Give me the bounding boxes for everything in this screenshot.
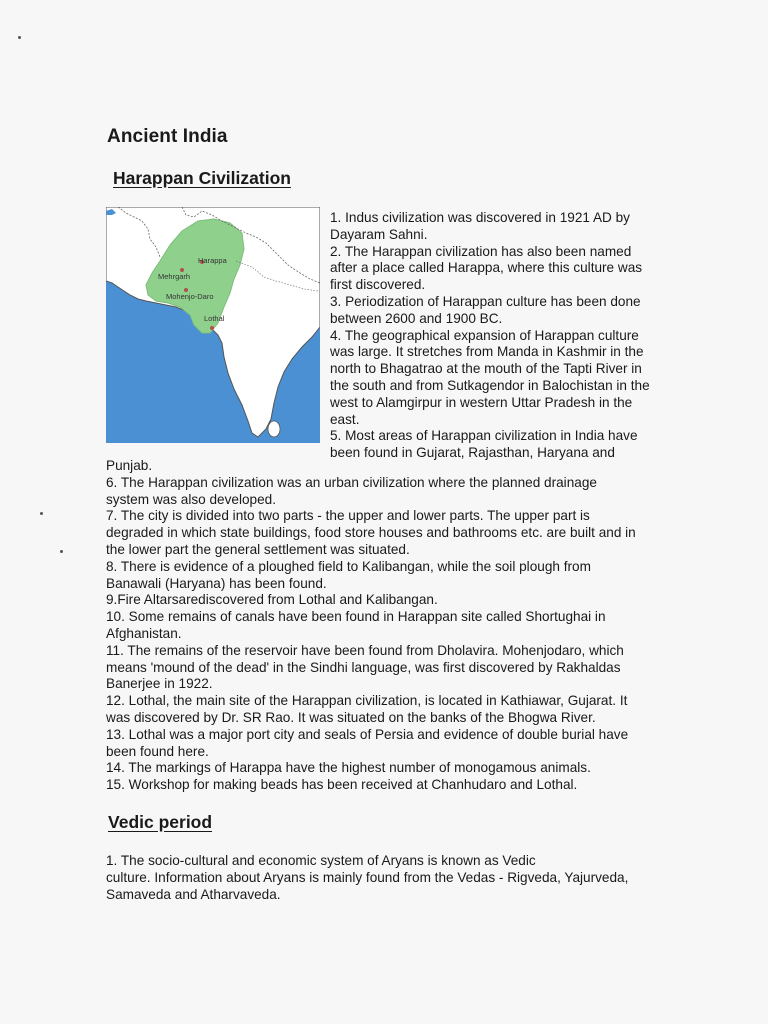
scan-speck — [60, 550, 63, 553]
text-line: Dayaram Sahni. — [330, 226, 428, 242]
text-line: 9.Fire Altarsarediscovered from Lothal and Kalibangan. — [106, 592, 438, 608]
text-line: degraded in which state buildings, food store houses and bathrooms etc. are built and in — [106, 525, 636, 541]
text-line: after a place called Harappa, where this culture was — [330, 260, 643, 276]
text-line: means 'mound of the dead' in the Sindhi language, was first discovered by Rakhaldas — [106, 659, 621, 675]
text-line: the lower part the general settlement was situated. — [106, 541, 410, 557]
scan-speck — [40, 512, 43, 515]
text-line: Banerjee in 1922. — [106, 676, 213, 692]
india-map — [106, 207, 320, 443]
text-line: 11. The remains of the reservoir have been found from Dholavira. Mohenjodaro, which — [106, 642, 624, 658]
text-line: 13. Lothal was a major port city and seals of Persia and evidence of double burial have — [106, 726, 629, 742]
text-line: culture. Information about Aryans is mainly found from the Vedas - Rigveda, Yajurveda, — [106, 869, 629, 885]
map-label-mehrgarh: Mehrgarh — [158, 272, 191, 281]
text-line: west to Alamgirpur in western Uttar Pradesh in the — [330, 394, 633, 410]
text-line: 1. The socio-cultural and economic system of Aryans is known as Vedic — [106, 853, 536, 868]
text-line: the south and from Sutkagendor in Balochistan in the — [330, 377, 650, 393]
text-line: 15. Workshop for making beads has been received at Chanhudaro and Lothal. — [106, 777, 578, 793]
text-line: east. — [330, 411, 360, 427]
text-line: 1. Indus civilization was discovered in 1921 AD by — [330, 210, 630, 225]
text-line: was large. It stretches from Manda in Kashmir in the — [330, 344, 644, 360]
map-label-harappa: Harappa — [198, 256, 227, 265]
text-line: 4. The geographical expansion of Harappan culture — [330, 327, 639, 343]
text-line: system was also developed. — [106, 491, 277, 507]
map-island — [268, 421, 280, 437]
text-line: between 2600 and 1900 BC. — [330, 310, 503, 326]
text-line: been found in Gujarat, Rajasthan, Haryana and — [330, 445, 615, 461]
harappan-points-right — [330, 210, 702, 462]
text-line: 6. The Harappan civilization was an urban civilization where the planned drainage — [106, 474, 597, 490]
text-line: 7. The city is divided into two parts - the upper and lower parts. The upper part is — [106, 508, 590, 524]
text-line: Punjab. — [106, 458, 153, 473]
vedic-points — [106, 853, 706, 903]
scan-speck — [18, 36, 21, 39]
text-line: Samaveda and Atharvaveda. — [106, 886, 281, 902]
text-line: 8. There is evidence of a ploughed field to Kalibangan, while the soil plough from — [106, 558, 591, 574]
text-line: 3. Periodization of Harappan culture has been done — [330, 293, 641, 309]
harappan-points-full — [106, 458, 706, 794]
text-line: 12. Lothal, the main site of the Harappan civilization, is located in Kathiawar, Gujarat. It — [106, 693, 628, 709]
text-line: north to Bhagatrao at the mouth of the Tapti River in — [330, 361, 642, 377]
section-heading-vedic: Vedic period — [108, 812, 213, 832]
map-label-lothal: Lothal — [204, 314, 225, 323]
text-line: 14. The markings of Harappa have the highest number of monogamous animals. — [106, 760, 591, 776]
text-line: 5. Most areas of Harappan civilization in India have — [330, 428, 638, 444]
text-line: first discovered. — [330, 277, 426, 293]
text-line: 2. The Harappan civilization has also been named — [330, 243, 632, 259]
site-marker-lothal — [210, 326, 214, 330]
text-line: been found here. — [106, 743, 209, 759]
text-line: Afghanistan. — [106, 625, 182, 641]
page-title: Ancient India — [107, 126, 228, 147]
text-line: was discovered by Dr. SR Rao. It was situated on the banks of the Bhogwa River. — [106, 709, 596, 725]
section-heading-harappan: Harappan Civilization — [113, 168, 291, 188]
map-label-mohenjodaro: Mohenjo-Daro — [166, 292, 214, 301]
text-line: Banawali (Haryana) has been found. — [106, 575, 327, 591]
text-line: 10. Some remains of canals have been found in Harappan site called Shortughai in — [106, 609, 606, 625]
